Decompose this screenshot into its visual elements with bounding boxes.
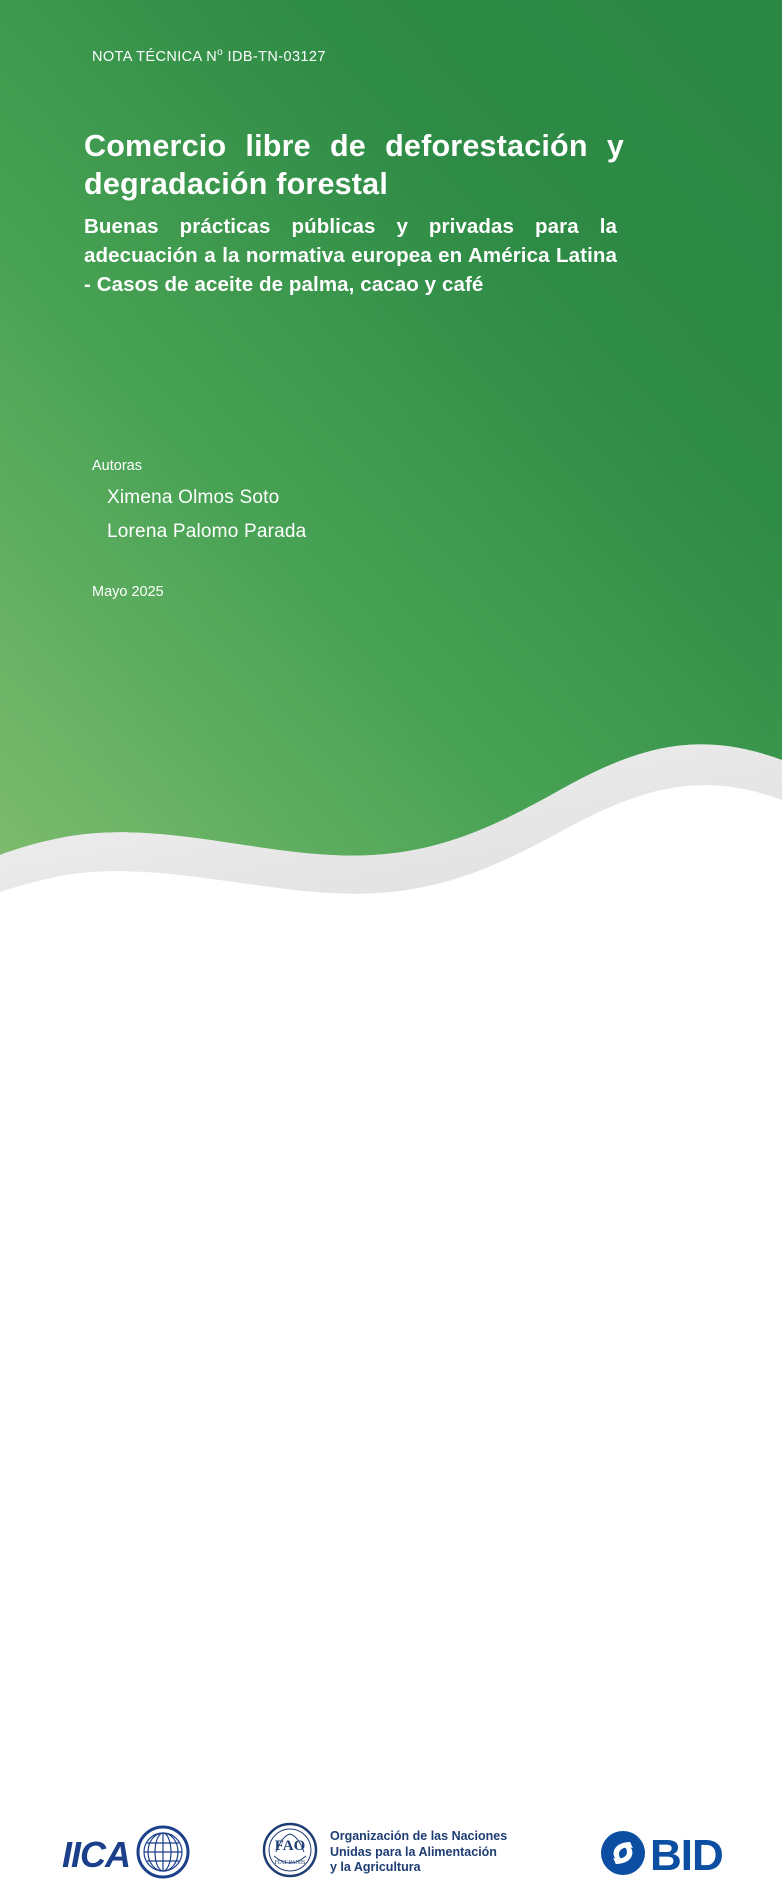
authors-label: Autoras: [92, 458, 142, 474]
svg-text:FIAT PANIS: FIAT PANIS: [274, 1860, 306, 1866]
fao-logo: [262, 1822, 507, 1883]
fao-text-line-3: y la Agricultura: [330, 1860, 421, 1875]
bid-logo: [600, 1830, 723, 1881]
fao-emblem-icon: [262, 1822, 318, 1883]
iica-logo-text: IICA: [62, 1833, 130, 1875]
document-number-prefix: NOTA TÉCNICA N: [92, 48, 218, 65]
page-title: Comercio libre de deforestación y degradación forestal: [84, 129, 624, 201]
bid-swirl-icon: [600, 1830, 646, 1881]
iica-logo: [62, 1825, 190, 1884]
fao-text-line-2: Unidas para la Alimentación: [330, 1844, 497, 1859]
author-name-1: Ximena Olmos Soto: [107, 487, 280, 508]
author-name-2: Lorena Palomo Parada: [107, 521, 307, 542]
cover-content: [0, 0, 782, 900]
publication-date: Mayo 2025: [92, 584, 164, 600]
globe-icon: [136, 1825, 190, 1884]
page-subtitle: Buenas prácticas públicas y privadas para la adecuación a la normativa europea en América Latina - Casos de aceite de palma, cacao y café: [84, 215, 617, 296]
bid-logo-text: BID: [650, 1830, 723, 1880]
document-number: [92, 47, 326, 65]
document-number-superscript: o: [217, 47, 224, 58]
fao-text-line-1: Organización de las Naciones: [330, 1829, 508, 1844]
fao-logo-text: [330, 1829, 507, 1876]
footer-logos: [0, 900, 782, 1880]
svg-text:FAO: FAO: [274, 1838, 306, 1854]
document-number-value: IDB-TN-03127: [223, 48, 326, 65]
